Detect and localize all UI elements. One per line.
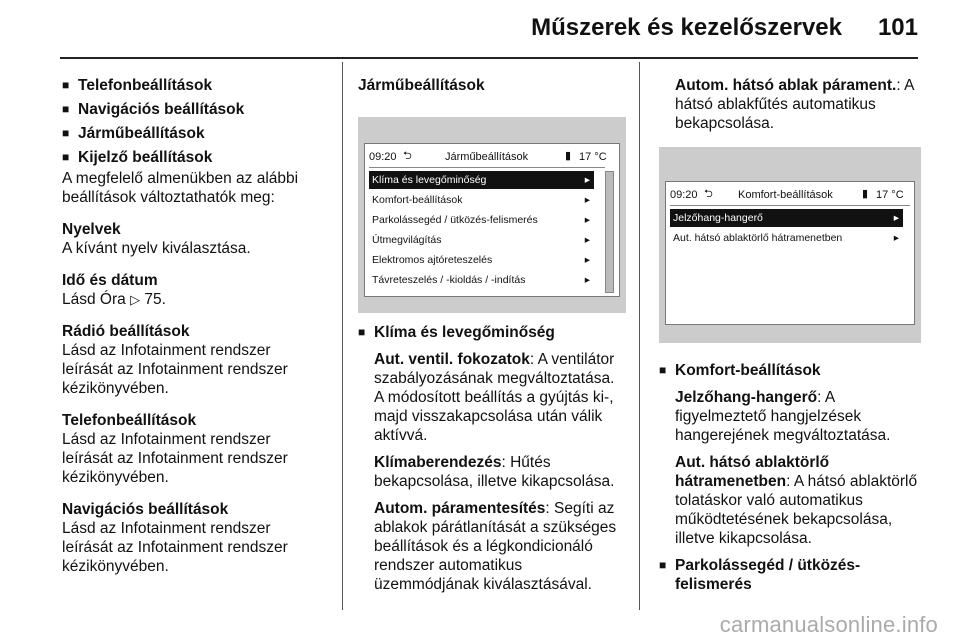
watermark: carmanualsonline.info — [719, 612, 938, 637]
column-divider-2 — [639, 62, 640, 610]
list-item: ■ Parkolássegéd / ütközés-felismerés — [659, 557, 861, 593]
setting-description: Aut. ventil. fokozatok: A ventilátor szabályozásának megváltoztatása. A módosított beállítás a gyújtás ki-, majd visszakapcsolása után válik aktívvá. — [374, 351, 615, 444]
section-title: Rádió beállítások — [62, 323, 190, 340]
display-screenshot — [659, 147, 921, 343]
temperature-icon: ▮ — [862, 188, 869, 200]
setting-description: Klímaberendezés: Hűtés bekapcsolása, illetve kikapcsolása. — [374, 454, 615, 490]
page-reference[interactable]: 75. — [144, 291, 166, 308]
display-panel — [665, 181, 915, 325]
display-divider — [670, 205, 910, 206]
page-reference-arrow-icon: ▷ — [130, 292, 141, 307]
section-radio — [62, 322, 324, 398]
section-text: Lásd az Infotainment rendszer leírását az Infotainment rendszer kézikönyvében. — [62, 342, 288, 397]
bullet-square-icon: ■ — [659, 558, 667, 572]
chevron-right-icon: ▸ — [893, 232, 899, 244]
list-item: ■ Komfort-beállítások — [659, 362, 821, 379]
section-title: Telefonbeállítások — [62, 412, 197, 429]
menu-item[interactable]: Elektromos ajtóreteszelés ▸ — [369, 251, 594, 269]
display-screenshot — [358, 117, 626, 313]
display-temperature: 17 °C — [876, 189, 904, 201]
setting-description: Jelzőhang-hangerő: A figyelmeztető hangjelzések hangerejének megváltoztatása. — [675, 389, 891, 444]
setting-description: Autom. hátsó ablak párament.: A hátsó ablakfűtés automatikus bekapcsolása. — [675, 77, 914, 132]
menu-item[interactable]: Aut. hátsó ablaktörlő hátramenetben ▸ — [670, 229, 903, 247]
bullet-square-icon: ■ — [659, 363, 667, 377]
section-text: Lásd Óra ▷ 75. — [62, 291, 166, 308]
setting-description: Aut. hátsó ablaktörlő hátramenetben: A hátsó ablaktörlő tolatáskor való automatikus működtetésének bekapcsolása, illetve kikapcsolása. — [675, 454, 918, 547]
section-phone — [62, 411, 324, 487]
display-header — [365, 144, 619, 166]
list-item: ■ Navigációs beállítások — [62, 101, 245, 118]
menu-item[interactable]: Komfort-beállítások ▸ — [369, 191, 594, 209]
section-navigation — [62, 500, 324, 576]
section-heading: Járműbeállítások — [358, 77, 485, 94]
bullet-square-icon: ■ — [62, 150, 70, 164]
section-title: Nyelvek — [62, 221, 121, 238]
chevron-right-icon: ▸ — [584, 274, 590, 286]
display-title: Járműbeállítások — [445, 151, 529, 163]
column-divider-1 — [342, 62, 343, 610]
page-header — [0, 0, 960, 60]
menu-item[interactable]: Parkolássegéd / ütközés-felismerés ▸ — [369, 211, 594, 229]
intro-text: A megfelelő almenükben az alábbi beállítások változtathatók meg: — [62, 170, 299, 206]
bullet-square-icon: ■ — [62, 126, 70, 140]
menu-item[interactable]: Távreteszelés / -kioldás / -indítás ▸ — [369, 271, 594, 289]
section-time-date — [62, 271, 324, 309]
display-time: 09:20 — [670, 189, 698, 201]
display-panel — [364, 143, 620, 297]
section-text: Lásd az Infotainment rendszer leírását az Infotainment rendszer kézikönyvében. — [62, 520, 288, 575]
menu-item[interactable]: Klíma és levegőminőség ▸ — [369, 171, 594, 189]
display-header — [666, 182, 914, 204]
section-title: Idő és dátum — [62, 272, 158, 289]
list-item: ■ Kijelző beállítások — [62, 149, 213, 166]
bullet-square-icon: ■ — [62, 102, 70, 116]
section-languages — [62, 220, 324, 258]
section-text: Lásd az Infotainment rendszer leírását az Infotainment rendszer kézikönyvében. — [62, 431, 288, 486]
display-title: Komfort-beállítások — [738, 189, 833, 201]
bullet-square-icon: ■ — [62, 78, 70, 92]
menu-item[interactable]: Jelzőhang-hangerő ▸ — [670, 209, 903, 227]
display-temperature: 17 °C — [579, 151, 607, 163]
chevron-right-icon: ▸ — [584, 214, 590, 226]
column-1 — [62, 76, 324, 589]
section-text: A kívánt nyelv kiválasztása. — [62, 240, 251, 257]
display-time: 09:20 — [369, 151, 397, 163]
display-divider — [369, 167, 605, 168]
chevron-right-icon: ▸ — [584, 174, 590, 186]
chevron-right-icon: ▸ — [584, 254, 590, 266]
column-3 — [659, 76, 923, 599]
list-item: ■ Telefonbeállítások — [62, 77, 213, 94]
back-icon[interactable]: ⮌ — [704, 188, 713, 200]
chevron-right-icon: ▸ — [584, 194, 590, 206]
header-rule — [60, 57, 918, 59]
menu-item[interactable]: Útmegvilágítás ▸ — [369, 231, 594, 249]
chevron-right-icon: ▸ — [893, 212, 899, 224]
page-number: 101 — [877, 14, 918, 41]
back-icon[interactable]: ⮌ — [403, 150, 412, 162]
section-title: Navigációs beállítások — [62, 501, 229, 518]
temperature-icon: ▮ — [565, 150, 572, 162]
chevron-right-icon: ▸ — [584, 234, 590, 246]
setting-description: Autom. páramentesítés: Segíti az ablakok párátlanítását a szükséges beállítások és a légkondicionáló rendszer automatikus üzemmódjának kiválasztásával. — [374, 500, 617, 593]
column-2 — [358, 76, 626, 602]
list-item: ■ Járműbeállítások — [62, 125, 205, 142]
display-scrollbar[interactable] — [605, 171, 614, 293]
bullet-square-icon: ■ — [358, 325, 366, 339]
page-title: Műszerek és kezelőszervek — [531, 14, 842, 41]
list-item: ■ Klíma és levegőminőség — [358, 324, 555, 341]
